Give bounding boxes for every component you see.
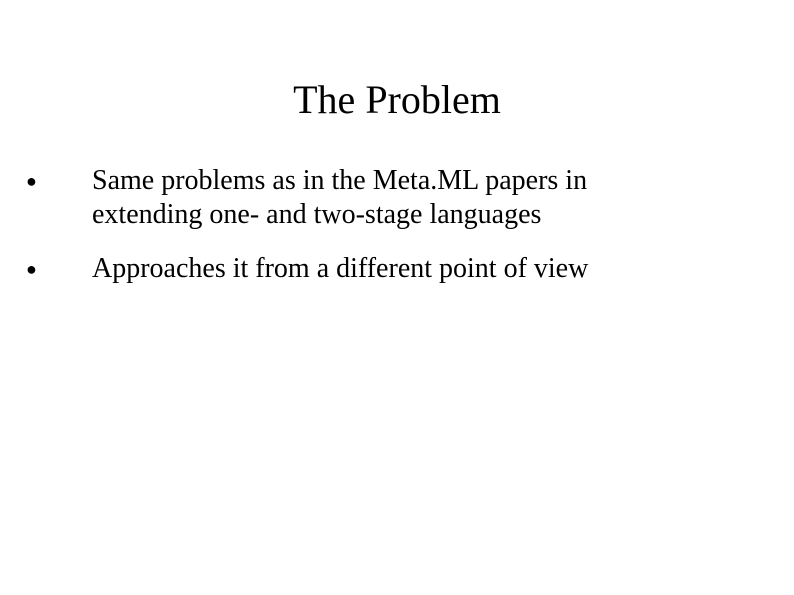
slide-title: The Problem: [293, 77, 501, 122]
bullet-dot-icon: ●: [26, 171, 37, 191]
bullet-dot-icon: ●: [26, 259, 37, 279]
list-item: [0, 252, 794, 286]
bullet-list: [0, 164, 794, 306]
bullet-text: Same problems as in the Meta.ML papers in extending one- and two-stage languages: [92, 165, 588, 230]
list-item: [0, 164, 794, 232]
bullet-text: Approaches it from a different point of view: [92, 253, 589, 284]
